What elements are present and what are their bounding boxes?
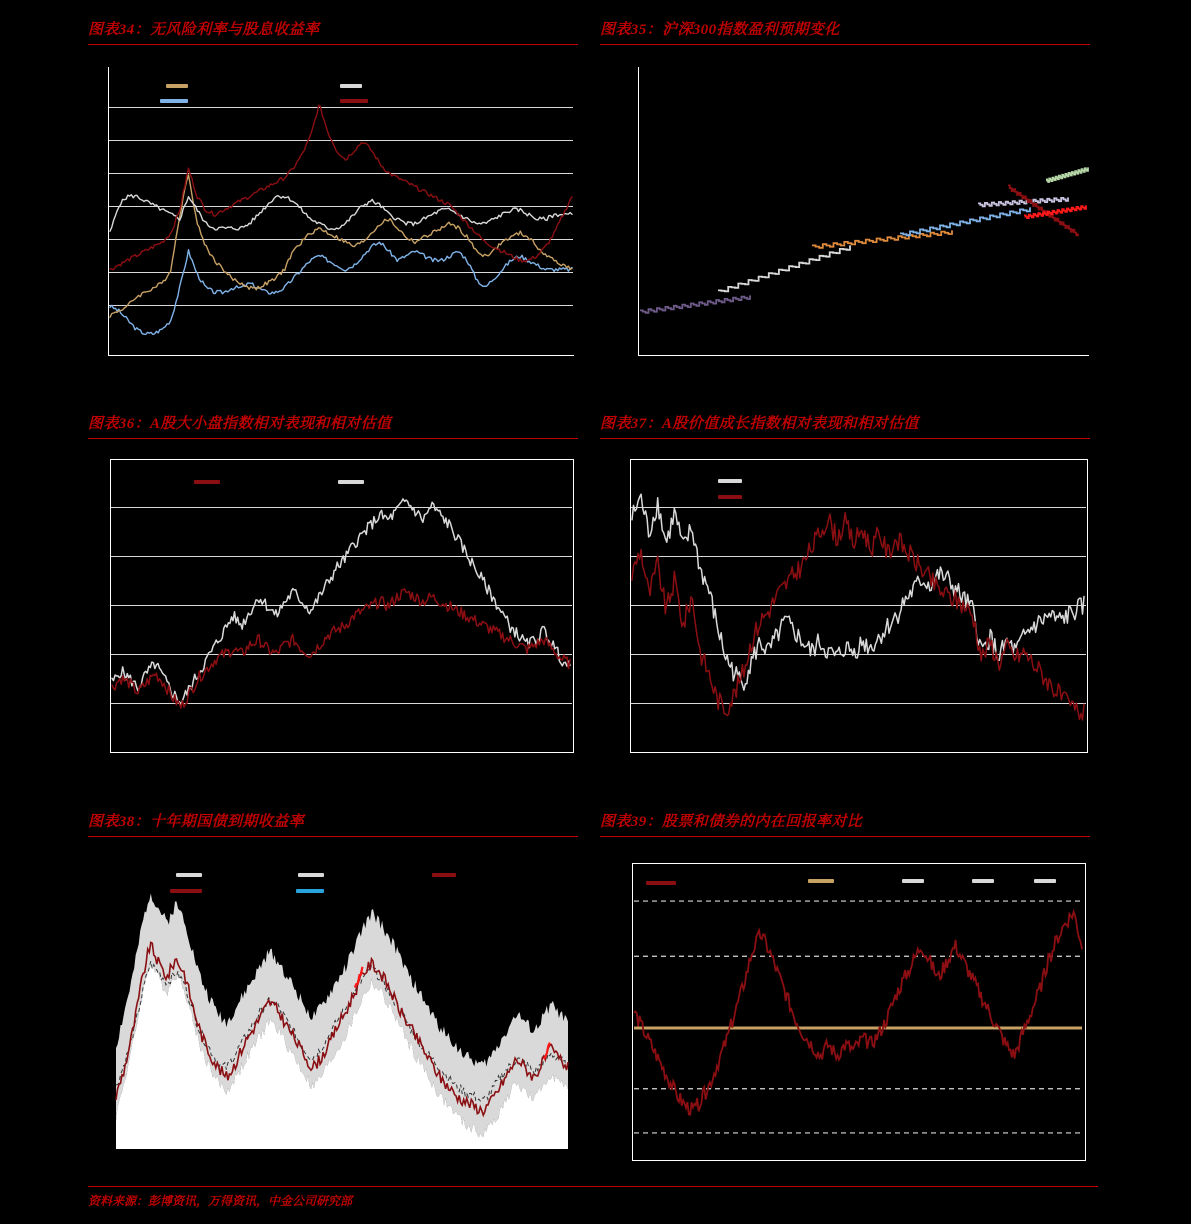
figure-panel-34: [88, 18, 578, 369]
figure-37-title: 图表37：A股价值成长指数相对表现和相对估值: [600, 416, 919, 432]
figure-37-plot: [600, 451, 1090, 757]
figure-35-title: 图表35：沪深300指数盈利预期变化: [600, 22, 840, 38]
figure-34-lines: [88, 57, 578, 369]
figure-37-caption: [600, 412, 1090, 439]
figure-39-plot: [600, 849, 1090, 1169]
figure-38-lines: [88, 849, 578, 1169]
source-note: [88, 1186, 1098, 1209]
figure-36-title: 图表36：A股大小盘指数相对表现和相对估值: [88, 416, 392, 432]
figure-36-caption: [88, 412, 578, 439]
figure-38-title: 图表38：十年期国债到期收益率: [88, 814, 305, 830]
figure-39-rule: [600, 836, 1090, 837]
figure-39-title: 图表39：股票和债券的内在回报率对比: [600, 814, 863, 830]
figure-39-caption: [600, 810, 1090, 837]
figure-34-title: 图表34：无风险利率与股息收益率: [88, 22, 320, 38]
figure-panel-38: [88, 810, 578, 1169]
figure-35-rule: [600, 44, 1090, 45]
figure-36-rule: [88, 438, 578, 439]
figure-38-rule: [88, 836, 578, 837]
figure-panel-36: [88, 412, 578, 757]
figure-35-lines: [600, 57, 1090, 369]
figure-38-caption: [88, 810, 578, 837]
figure-39-lines: [600, 849, 1090, 1169]
figure-panel-35: [600, 18, 1090, 369]
figure-panel-39: [600, 810, 1090, 1169]
figure-38-plot: [88, 849, 578, 1169]
figure-35-caption: [600, 18, 1090, 45]
figure-34-caption: [88, 18, 578, 45]
figure-36-lines: [88, 451, 578, 757]
figure-35-plot: [600, 57, 1090, 369]
source-rule: [88, 1186, 1098, 1187]
figure-36-plot: [88, 451, 578, 757]
figure-34-rule: [88, 44, 578, 45]
source-text: 资料来源：彭博资讯，万得资讯，中金公司研究部: [88, 1194, 353, 1208]
figure-34-plot: [88, 57, 578, 369]
figure-37-lines: [600, 451, 1090, 757]
figure-37-rule: [600, 438, 1090, 439]
figure-panel-37: [600, 412, 1090, 757]
